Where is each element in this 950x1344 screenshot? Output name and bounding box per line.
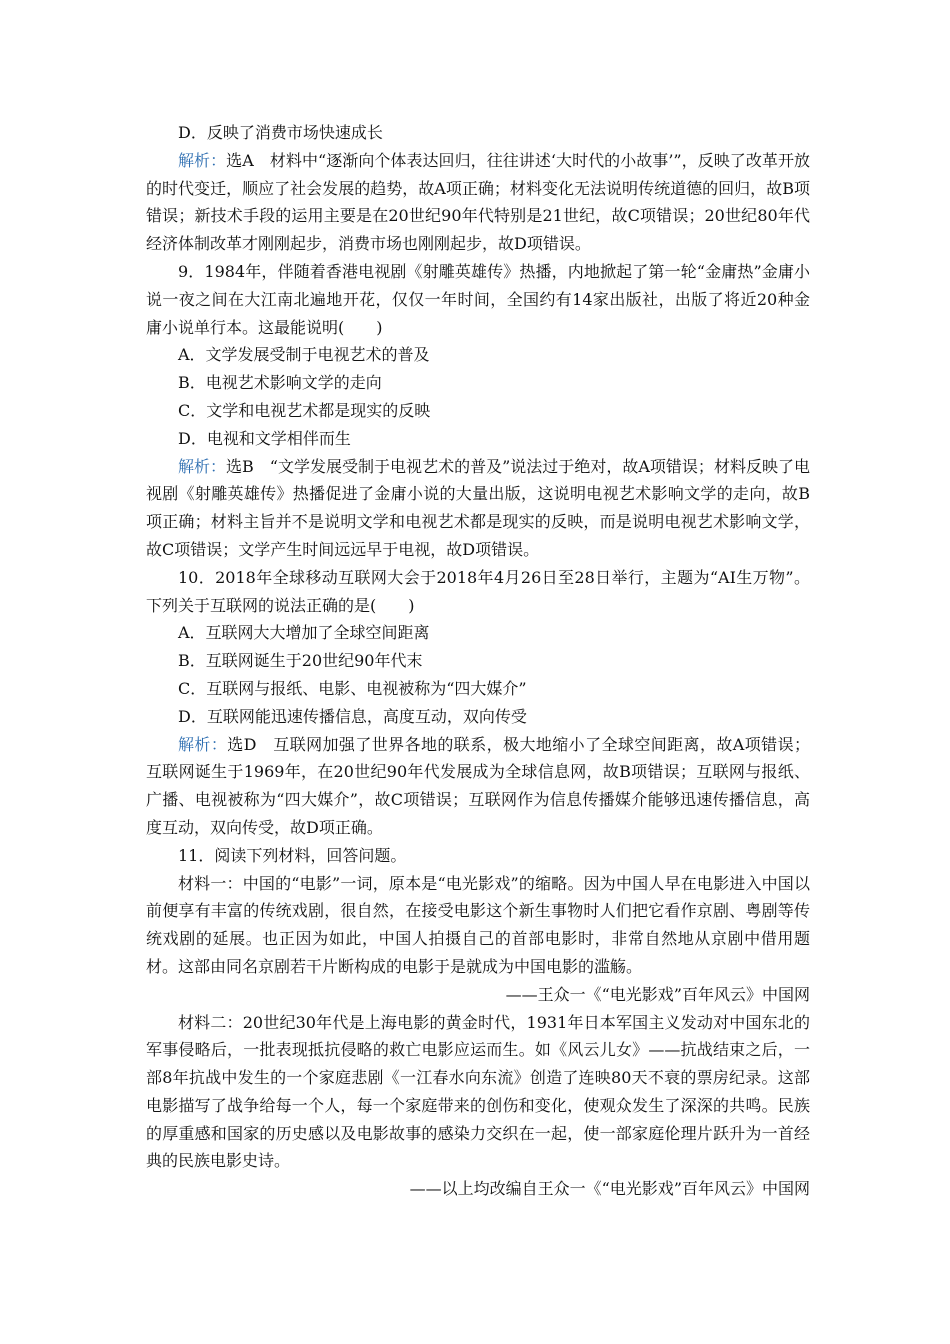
q10-option-a: A．互联网大大增加了全球空间距离 xyxy=(178,623,430,643)
q9-analysis xyxy=(146,453,810,564)
q10-stem: 10．2018年全球移动互联网大会于2018年4月26日至28日举行，主题为“AI生万物”。下列关于互联网的说法正确的是( ) xyxy=(146,567,810,615)
analysis-text: 选A 材料中“逐渐向个体表达回归，往往讲述‘大时代的小故事’”，反映了改革开放的时代变迁，顺应了社会发展的趋势，故A项正确；材料变化无法说明传统道德的回归，故B项错误；新技术手段的运用主要是在20世纪90年代特别是21世纪，故C项错误；20世纪80年代经济体制改革才刚刚起步，消费市场也刚刚起步，故D项错误。 xyxy=(146,150,810,254)
q8-option-d: D．反映了消费市场快速成长 xyxy=(178,123,383,142)
q9-option-a: A．文学发展受制于电视艺术的普及 xyxy=(178,345,430,365)
analysis-label: 解析： xyxy=(178,150,227,170)
document-content xyxy=(146,119,810,1203)
q11-material-2: 材料二：20世纪30年代是上海电影的黄金时代，1931年日本军国主义发动对中国东北的军事侵略后，一批表现抵抗侵略的救亡电影应运而生。如《风云儿女》——抗战结束之后，一部8年抗战中发生的一个家庭悲剧《一江春水向东流》创造了连映80天不衰的票房纪录。这部电影描写了战争给每一个人，每一个家庭带来的创伤和变化，使观众发生了深深的共鸣。民族的厚重感和国家的历史感以及电影故事的感染力交织在一起，使一部家庭伦理片跃升为一首经典的民族电影史诗。 xyxy=(146,1012,810,1171)
q9-option-d: D．电视和文学相伴而生 xyxy=(178,428,351,448)
q10-analysis xyxy=(146,731,810,842)
q11-stem: 11．阅读下列材料，回答问题。 xyxy=(178,845,407,865)
q10-option-b: B．互联网诞生于20世纪90年代末 xyxy=(178,651,423,671)
analysis-label: 解析： xyxy=(178,734,228,754)
q11-source-2: ——以上均改编自王众一《“电光影戏”百年风云》中国网 xyxy=(409,1179,810,1199)
q8-analysis xyxy=(146,147,810,258)
q9-option-c: C．文学和电视艺术都是现实的反映 xyxy=(178,400,431,420)
analysis-text: 选B “文学发展受制于电视艺术的普及”说法过于绝对，故A项错误；材料反映了电视剧《射雕英雄传》热播促进了金庸小说的大量出版，这说明电视艺术影响文学的走向，故B项正确；材料主旨并不是说明文学和电视艺术都是现实的反映，而是说明电视艺术影响文学，故C项错误；文学产生时间远远早于电视，故D项错误。 xyxy=(146,456,810,559)
analysis-text: 选D 互联网加强了世界各地的联系，极大地缩小了全球空间距离，故A项错误；互联网诞生于1969年，在20世纪90年代发展成为全球信息网，故B项错误；互联网与报纸、广播、电视被称为“四大媒介”，故C项错误；互联网作为信息传播媒介能够迅速传播信息，高度互动，双向传受，故D项正确。 xyxy=(146,734,810,837)
q10-option-c: C．互联网与报纸、电影、电视被称为“四大媒介” xyxy=(178,678,527,698)
q11-source-1: ——王众一《“电光影戏”百年风云》中国网 xyxy=(505,984,810,1004)
q9-option-b: B．电视艺术影响文学的走向 xyxy=(178,373,382,393)
q11-material-1: 材料一：中国的“电影”一词，原本是“电光影戏”的缩略。因为中国人早在电影进入中国以前便享有丰富的传统戏剧，很自然，在接受电影这个新生事物时人们把它看作京剧、粤剧等传统戏剧的延展。也正因为如此，中国人拍摄自己的首部电影时，非常自然地从京剧中借用题材。这部由同名京剧若干片断构成的电影于是就成为中国电影的滥觞。 xyxy=(146,873,810,976)
q10-option-d: D．互联网能迅速传播信息，高度互动，双向传受 xyxy=(178,706,527,726)
analysis-label: 解析： xyxy=(178,456,227,476)
q9-stem: 9．1984年，伴随着香港电视剧《射雕英雄传》热播，内地掀起了第一轮“金庸热”金庸小说一夜之间在大江南北遍地开花，仅仅一年时间，全国约有14家出版社，出版了将近20种金庸小说单行本。这最能说明( ) xyxy=(146,261,810,337)
